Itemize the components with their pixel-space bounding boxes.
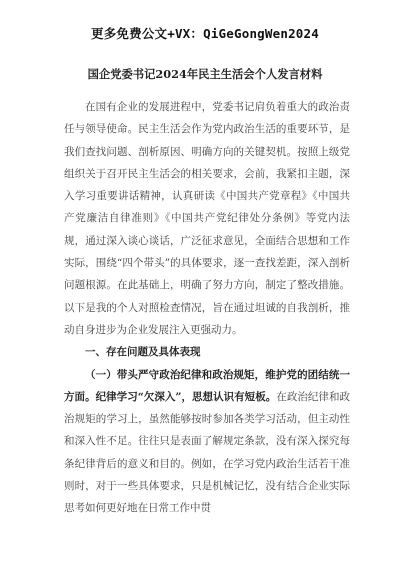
- document-body: [64, 96, 350, 520]
- promo-header: 更多免费公文+VX：QiGeGongWen2024: [91, 26, 319, 41]
- subsection-body-text: 在政治纪律和政治规矩的学习上，虽然能够按时参加各类学习活动，但主动性和深入性不足。往往只是表面了解规定条款，没有深入探究每条纪律背后的意义和目的。例如，在学习党内政治生活若干准则时，对于一些具体要求，只是机械记忆，没有结合企业实际思考如何更好地在日常工作中贯: [64, 390, 350, 515]
- subsection-bold-text: （一）带头严守政治纪律和政治规矩，维护党的团结统一方面。纪律学习“欠深入”，思想认识有短板。: [64, 368, 350, 403]
- intro-paragraph: 在国有企业的发展进程中，党委书记肩负着重大的政治责任与领导使命。民主生活会作为党内政治生活的重要环节，是我们查找问题、剖析原因、明确方向的关键契机。按照上级党组织关于召开民主生活会的相关要求，会前，我紧扣主题，深入学习重要讲话精神，认真研读《中国共产党章程》《中国共产党廉洁自律准则》《中国共产党纪律处分条例》等党内法规，通过深入谈心谈话，广泛征求意见，全面结合思想和工作实际，围绕“四个带头”的具体要求，逐一查找差距，深入剖析问题根源。在此基础上，明确了努力方向，制定了整改措施。以下是我的个人对照检查情况，旨在通过坦诚的自我剖析，推动自身进步为企业发展注入更强动力。: [64, 101, 350, 336]
- subsection-paragraph: [64, 364, 350, 520]
- document-title: 国企党委书记2024年民主生活会个人发言材料: [87, 67, 323, 81]
- section-heading: 一、存在问题及具体表现: [85, 346, 201, 359]
